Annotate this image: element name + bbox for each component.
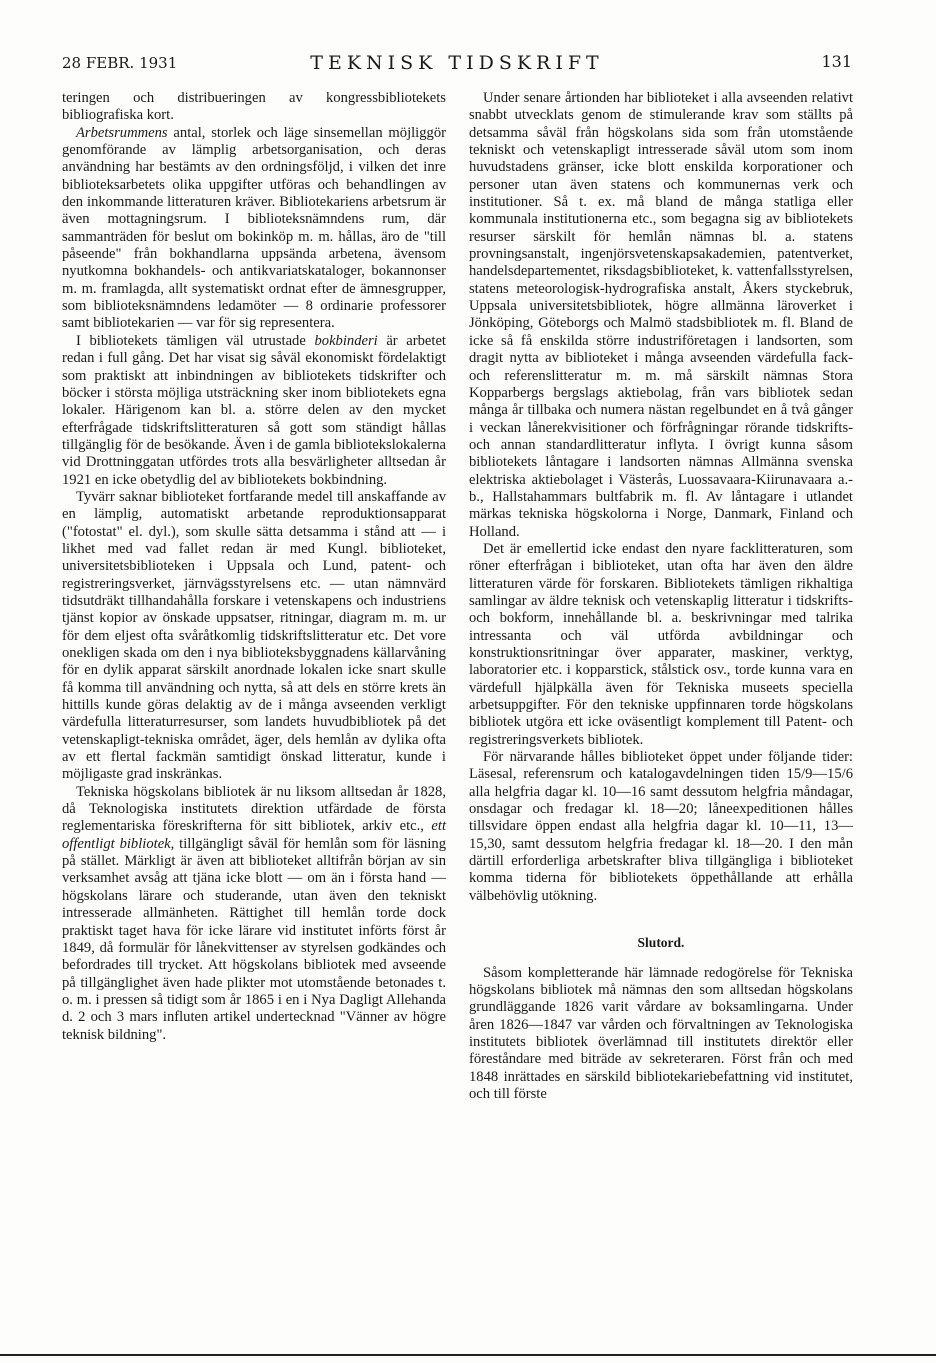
left-column xyxy=(62,90,446,1044)
section-heading: Slutord. xyxy=(637,935,685,951)
paragraph: Under senare årtionden har biblioteket i alla avseenden relativt snabbt utvecklats genom de stimulerande krav som ställts på detsamma såväl från högskolans sida som från utomstående tekniskt och vetenskapligt intresserade såväl utom som inom huvudstadens gränser, icke blott enskilda korporationer och personer utan även statens och kommunernas verk och institutioner. Så t. ex. må bland de många statliga eller kommunala institutionerna etc., som begagna sig av bibliotekets resurser särskilt för hemlån nämnas bl. a. statens provningsanstalt, ingenjörsvetenskapsakademien, patentverket, handelsdepartementet, riksdagsbiblioteket, k. vattenfallsstyrelsen, statens meteorologisk-hydrografiska anstalt, Åkers styckebruk, Uppsala universitetsbibliotek, högre allmänna läroverket i Jönköping, Göteborgs och Malmö stadsbibliotek m. fl. Bland de icke så få enskilda större industriföretagen i landsorten, som dragit nytta av biblioteket i många avseenden värdefulla fack- och referenslitteratur m. m. må särskilt nämnas Stora Kopparbergs bergslags aktiebolag, från vars bibliotek sedan många år tillbaka och numera nästan regelbundet en å två gånger i veckan lånerekvisitioner och förfrågningar rörande tidskrifts- och annan standardlitteratur inflyta. I övrigt kunna såsom bibliotekets låntagare i landsorten nämnas Allmänna svenska elektriska aktiebolaget i Västerås, Luossavaara-Kiirunavaara a.-b., Hallstahammars bultfabrik m. fl. Av låntagare i utlandet märkas tekniska högskolorna i Norge, Danmark, Finland och Holland. xyxy=(469,90,853,540)
paragraph: Såsom kompletterande här lämnade redogörelse för Tekniska högskolans bibliotek må nämnas den som alltsedan högskolans grundläggande 1826 varit vårdare av boksamlingarna. Under åren 1826—1847 var vården och förvaltningen av Teknologiska institutets bibliotek överlämnad till institutets direktör eller föreståndare med biträde av sekreteraren. Först från och med 1848 inrättades en särskild bibliotekariebefattning vid institutet, och till förste xyxy=(469,964,853,1102)
emphasis: Arbetsrummens xyxy=(76,124,168,141)
bottom-rule xyxy=(0,1354,936,1356)
paragraph: teringen och distribueringen av kongressbibliotekets bibliografiska kort. xyxy=(62,90,446,124)
page-header xyxy=(62,52,852,76)
paragraph: Arbetsrummens antal, storlek och läge sinsemellan möjliggör genomförande av lämplig arbetsorganisation, och deras användning har bestämts av den ordningsföljd, i vilken det inre biblioteksarbetets olika uppgifter utföras och behandlingen av den inkommande litteraturen kräver. Bibliotekariens arbetsrum är även mottagningsrum. I biblioteksnämndens rum, där sammanträden för beslut om bokinköp m. m. hållas, äro de "till påseende" från bokhandlarna uppsända arbetena, ävensom nyutkomna bokhandels- och antikvariatskataloger, bokannonser m. m. framlagda, allt systematiskt ordnat efter de ämnesgrupper, som biblioteksnämndens ledamöter — 8 ordinarie professorer samt bibliotekarien — var för sig representera. xyxy=(62,124,446,332)
paragraph: Tyvärr saknar biblioteket fortfarande medel till anskaffande av en lämplig, automatiskt arbetande reproduktionsapparat ("fotostat" el. dyl.), som skulle sätta detsamma i stånd att — i likhet med vad fallet redan är med Kungl. biblioteket, universitetsbiblioteken i Uppsala och Lund, patent- och registreringsverket, järnvägsstyrelsens etc. — utan nämnvärd tidsutdräkt tillhandahålla forskare i vetenskapens och industriens tjänst kopior av önskade uppsatser, ritningar, diagram m. m. ur för dem eljest ofta svåråtkomlig tidskriftslitteratur etc. Det vore onekligen skada om den i nya biblioteksbyggnadens källarvåning för en dylik apparat särskilt anordnade lokalen icke snart skulle få komma till användning och nytta, så att dels en större krets än hittills kunde göras delaktig av de i många avseenden verkligt värdefulla litteraturresurser, som landets huvudbibliotek på det vetenskapligt-tekniska området, äger, dels hemlån av dylika ofta av ett flertal fackmän samtidigt önskad litteratur, kunde i möjligaste grad inskränkas. xyxy=(62,488,446,783)
paragraph: Det är emellertid icke endast den nyare facklitteraturen, som röner efterfrågan i biblioteket, utan ofta har även den äldre litteraturen värde för forskaren. Bibliotekets tämligen rikhaltiga samlingar av äldre teknisk och vetenskaplig litteratur i tidskrifts- och bokform, innehållande bl. a. beskrivningar med talrika intressanta och väl utförda avbildningar och konstruktionsritningar över apparater, maskiner, verktyg, laboratorier etc. i kopparstick, stålstick osv., torde kunna vara en värdefull hjälpkälla även för Tekniska museets speciella arbetsuppgifter. För den tekniske uppfinnaren torde högskolans bibliotek utgöra ett icke oväsentligt komplement till Patent- och registreringsverkets bibliotek. xyxy=(469,540,853,748)
issue-date: 28 FEBR. 1931 xyxy=(62,54,178,72)
right-column xyxy=(469,90,853,1103)
page-number: 131 xyxy=(821,52,852,71)
paragraph: För närvarande hålles biblioteket öppet under följande tider: Läsesal, referensrum och katalogavdelningen tiden 15/9—15/6 alla helgfria dagar kl. 10—16 samt dessutom helgfria måndagar, onsdagar och fredagar kl. 18—20; låneexpeditionen hålles tillsvidare öppen endast alla helgfria dagar kl. 10—11, 13—15,30, samt dessutom helgfria fredagar kl. 18—20. I den mån därtill erforderliga arbetskrafter bliva tillgängliga i biblioteket komma tiderna för bibliotekets öppethållande att erhålla välbehövlig utökning. xyxy=(469,749,853,904)
emphasis: bokbinderi xyxy=(314,332,378,349)
emphasis: ett offentligt bibliotek, xyxy=(62,818,446,852)
journal-title: TEKNISK TIDSKRIFT xyxy=(310,52,604,74)
paragraph: Tekniska högskolans bibliotek är nu liksom alltsedan år 1828, då Teknologiska institutets direktion utfärdade de första reglementariska föreskrifterna för sitt bibliotek, arkiv etc., ett offentligt bibliotek, tillgängligt såväl för hemlån som för läsning på stället. Märkligt är även att biblioteket alltifrån början av sin verksamhet avsåg att tjäna icke blott — om än i första hand — högskolans lärare och studerande, utan även den tekniskt intresserade allmänheten. Rättighet till hemlån torde dock praktiskt taget hava för icke lärare vid institutet införts först år 1849, då formulär för lånekvittenser av styrelsen godkändes och befordrades till trycket. Att högskolans bibliotek med avseende på tillgänglighet även hade plikter mot utomstående betonades t. o. m. i pressen så tidigt som år 1865 i en i Nya Dagligt Allehanda d. 2 och 3 mars influten artikel undertecknad "Vänner av högre teknisk bildning". xyxy=(62,783,446,1043)
paragraph: I bibliotekets tämligen väl utrustade bokbinderi är arbetet redan i full gång. Det har visat sig såväl ekonomiskt fördelaktigt som praktiskt att inbindningen av bibliotekets tidskrifter och böcker i största möjliga utsträckning sker inom bibliotekets egna lokaler. Härigenom kan bl. a. större delen av den mycket efterfrågade tidskriftslitteraturen så gott som ständigt hållas tillgänglig för de besökande. Även i de gamla bibliotekslokalerna vid Drottninggatan utfördes trots alla besvärligheter alltsedan år 1921 en icke obetydlig del av bibliotekets bokbindning. xyxy=(62,332,446,488)
